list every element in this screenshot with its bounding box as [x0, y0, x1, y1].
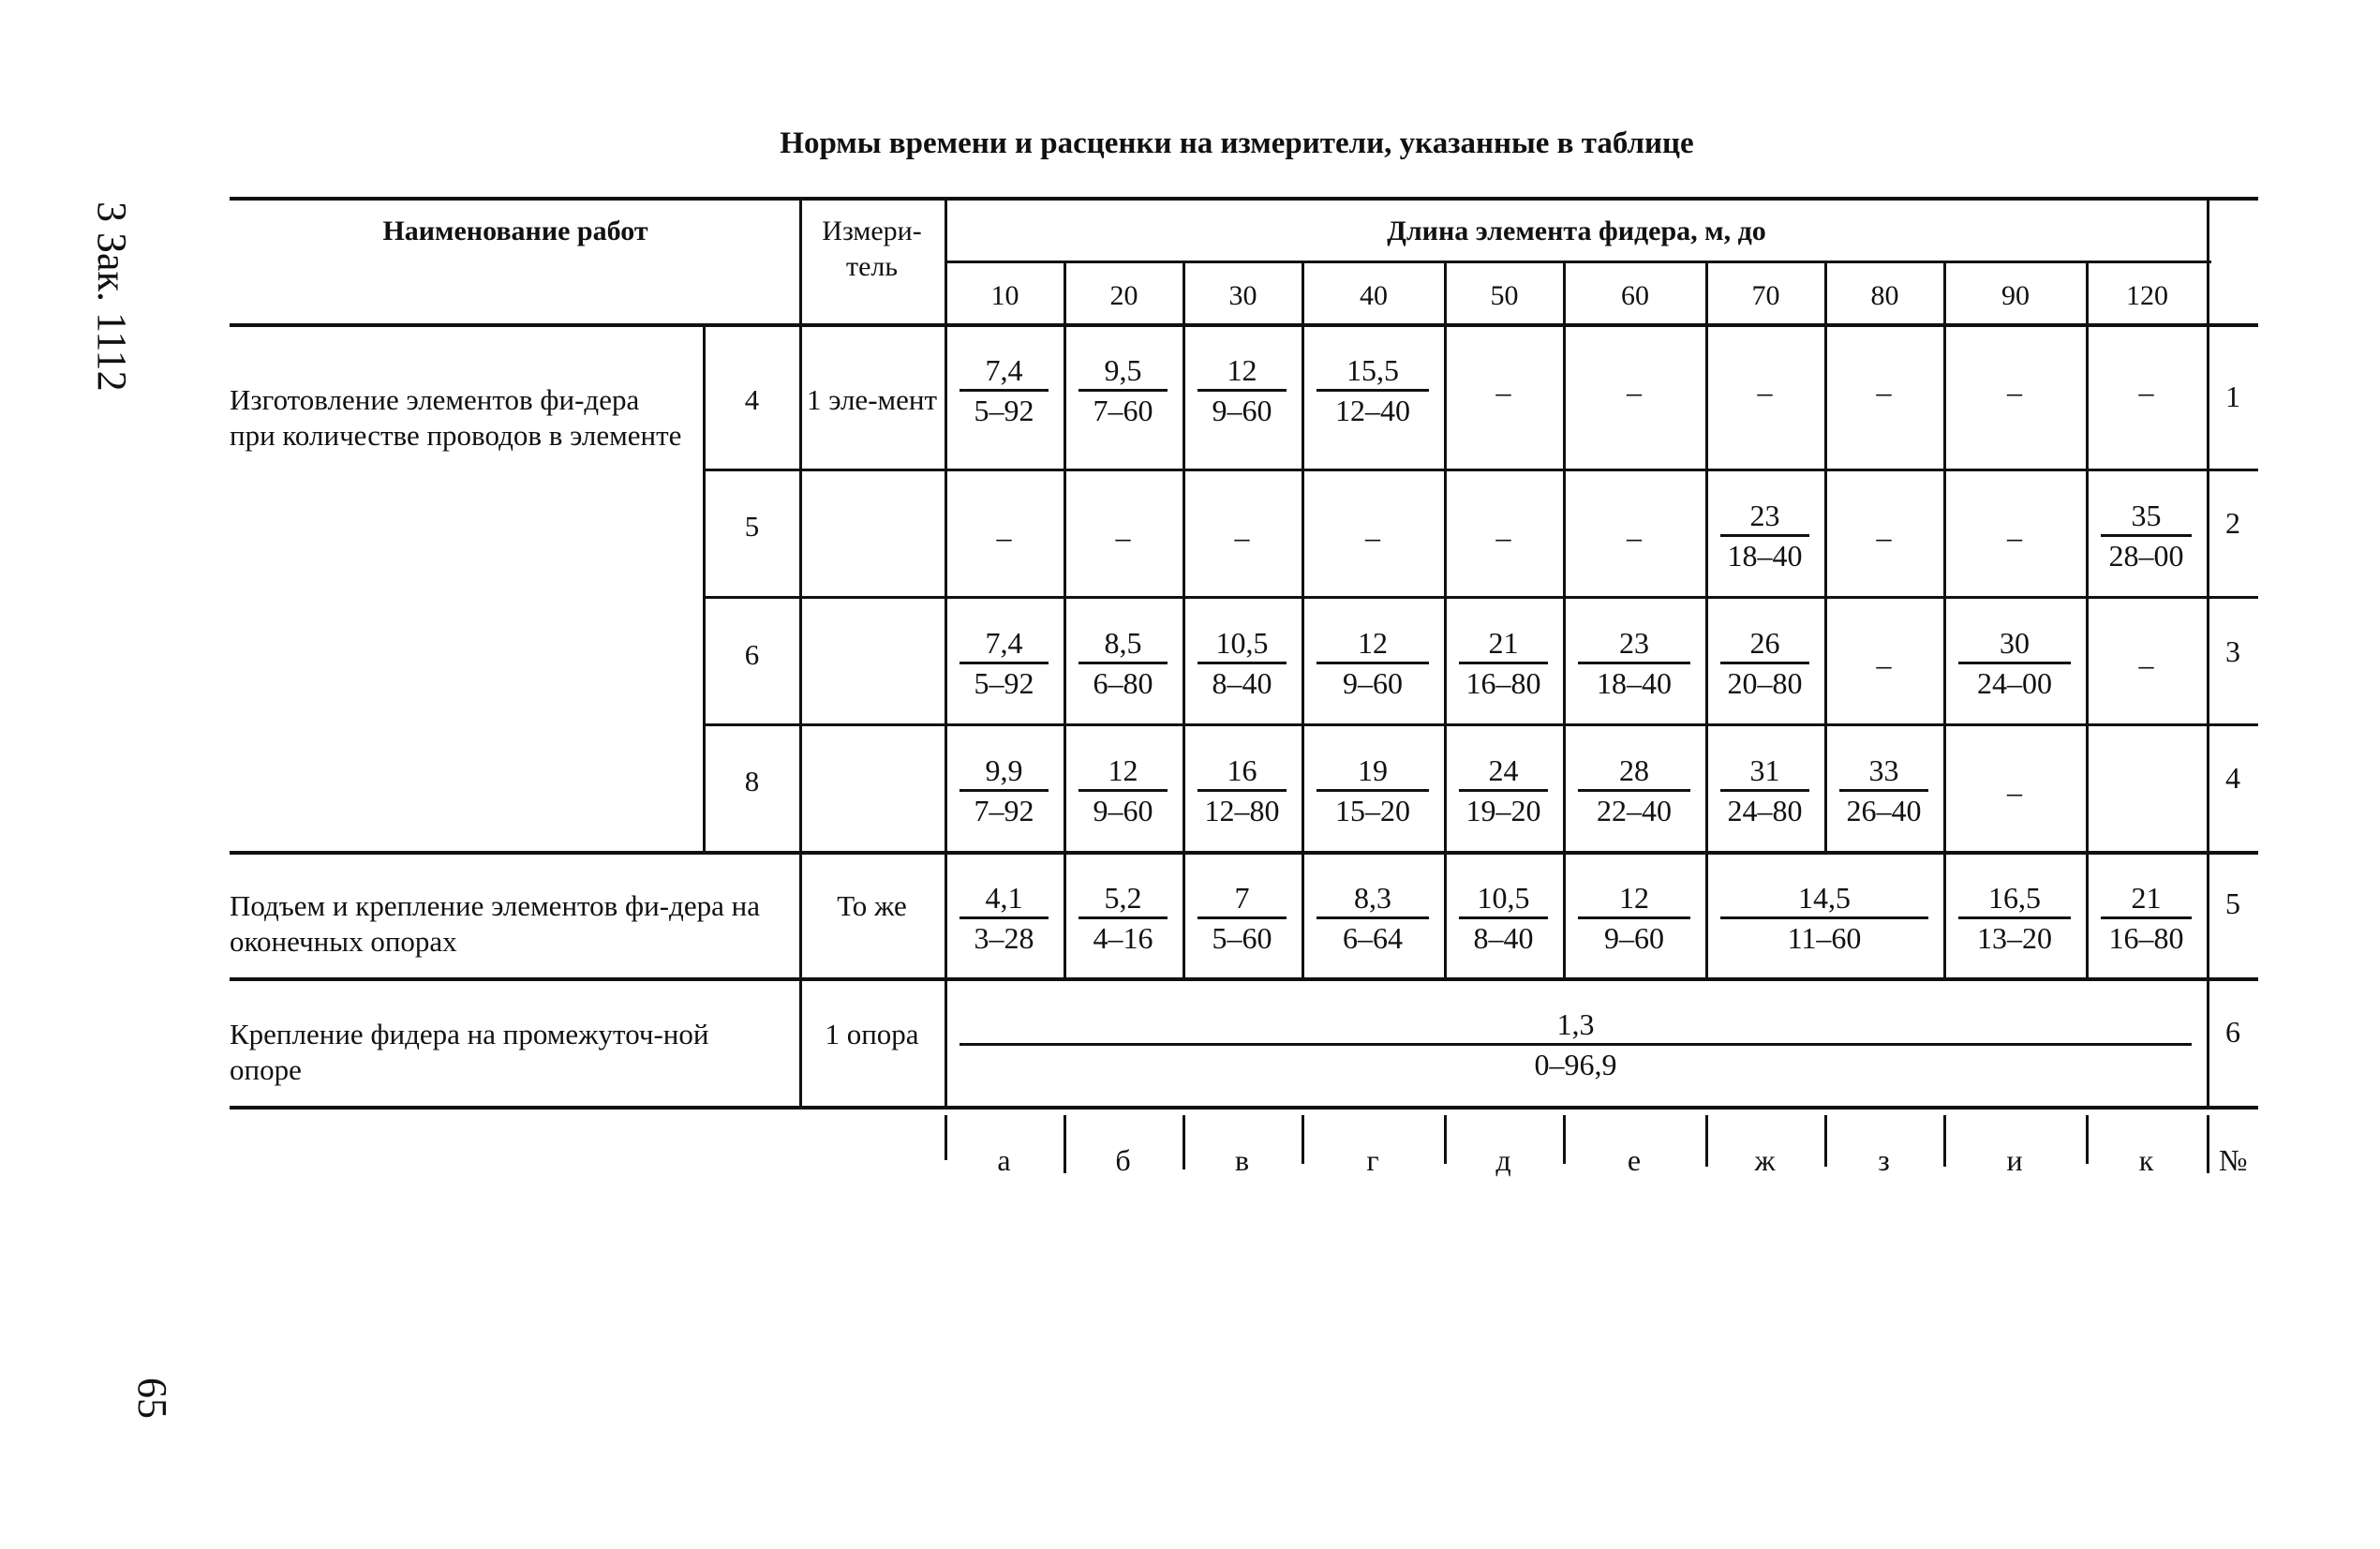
fraction-numerator: 12	[1316, 626, 1429, 664]
fraction-numerator: 5,2	[1078, 881, 1168, 919]
fraction-denominator: 7–60	[1093, 394, 1153, 427]
rule-row3	[703, 723, 2258, 726]
fraction-denominator: 5–92	[974, 394, 1034, 427]
cell-r1-c10: –	[2138, 375, 2154, 409]
fraction-numerator: 10,5	[1197, 626, 1287, 664]
cell-r3-c10: –	[2138, 648, 2154, 681]
cell-r5-5	[1453, 881, 1554, 955]
fraction-denominator: 16–80	[2108, 921, 2184, 955]
fraction-denominator: 22–40	[1597, 794, 1672, 827]
cell-r1-c8: –	[1876, 375, 1892, 409]
length-40: 40	[1360, 280, 1388, 311]
fraction-numerator: 23	[1578, 626, 1690, 664]
fraction-denominator: 20–80	[1727, 666, 1803, 700]
fraction-denominator: 26–40	[1846, 794, 1922, 827]
column-letter: к	[2138, 1143, 2154, 1177]
cell-r2-c9: –	[2007, 520, 2022, 554]
fraction-numerator: 26	[1720, 626, 1809, 664]
tick	[1444, 1115, 1447, 1164]
cell-r4-c3	[1192, 753, 1292, 827]
cell-r5-7	[1715, 881, 1934, 955]
cell-r4-c6	[1572, 753, 1696, 827]
fraction-denominator: 18–40	[1727, 539, 1803, 573]
fraction-denominator: 7–92	[974, 794, 1034, 827]
fraction-denominator: 3–28	[974, 921, 1034, 955]
fraction-numerator: 8,3	[1316, 881, 1429, 919]
page-number: 65	[129, 1378, 175, 1419]
cell-r5-4	[1311, 881, 1435, 955]
cell-r3-c8: –	[1876, 648, 1892, 681]
column-letter: и	[2006, 1143, 2023, 1177]
fraction-denominator: 12–80	[1204, 794, 1280, 827]
fraction-denominator: 18–40	[1597, 666, 1672, 700]
cell-r2-c6: –	[1627, 520, 1642, 554]
fraction-denominator: 24–80	[1727, 794, 1803, 827]
column-letter: е	[1627, 1143, 1642, 1177]
measure-element: 1 эле-мент	[806, 383, 938, 416]
cell-r2-c2: –	[1115, 520, 1131, 554]
tick	[1824, 1115, 1827, 1167]
column-letter: з	[1878, 1143, 1890, 1177]
rule-row1	[703, 469, 2258, 471]
cell-r5-6	[1572, 881, 1696, 955]
vrule-wire-count	[703, 323, 706, 851]
vrule-c6	[1705, 261, 1708, 977]
cell-r1-c9: –	[2007, 375, 2022, 409]
fraction-numerator: 33	[1839, 753, 1928, 792]
vrule-c9	[2086, 261, 2089, 977]
column-letter: б	[1115, 1143, 1131, 1177]
column-letter: а	[997, 1143, 1011, 1177]
fraction-denominator: 28–00	[2108, 539, 2184, 573]
fraction-numerator: 19	[1316, 753, 1429, 792]
length-50: 50	[1490, 280, 1519, 311]
table-title: Нормы времени и расценки на измерители, указанные в таблице	[780, 127, 1694, 160]
rule-length-header	[945, 261, 2211, 263]
fraction-denominator: 8–40	[1473, 921, 1534, 955]
length-10: 10	[990, 280, 1019, 311]
fraction-denominator: 9–60	[1212, 394, 1272, 427]
fraction-numerator: 7,4	[959, 353, 1049, 392]
row-number: 2	[2225, 506, 2240, 540]
cell-r5-9	[2095, 881, 2197, 955]
rule-row2	[703, 596, 2258, 599]
fraction-denominator: 12–40	[1335, 394, 1410, 427]
cell-r2-c4: –	[1365, 520, 1380, 554]
cell-r1-c1	[954, 353, 1054, 427]
tick	[1064, 1115, 1066, 1173]
row-number: 3	[2225, 634, 2240, 668]
cell-r1-c4	[1311, 353, 1435, 427]
fraction-numerator: 21	[2101, 881, 2192, 919]
cell-r5-8	[1953, 881, 2076, 955]
vrule-c1	[1064, 261, 1066, 977]
rule-row5	[230, 977, 2258, 981]
header-length: Длина элемента фидера, м, до	[1387, 216, 1766, 246]
fraction-denominator: 15–20	[1335, 794, 1410, 827]
cell-r3-c6	[1572, 626, 1696, 700]
fraction-denominator: 8–40	[1212, 666, 1272, 700]
fraction-numerator: 9,5	[1078, 353, 1168, 392]
fraction-numerator: 14,5	[1720, 881, 1928, 919]
rule-top	[230, 197, 2258, 201]
cell-r1-c5: –	[1495, 375, 1511, 409]
cell-r4-c7	[1715, 753, 1815, 827]
fraction-denominator: 6–64	[1343, 921, 1403, 955]
column-letter: ж	[1754, 1143, 1776, 1177]
row-number: 1	[2225, 380, 2240, 413]
wire-count-5: 5	[744, 510, 760, 543]
cell-r5-3	[1192, 881, 1292, 955]
rule-header-bottom	[230, 323, 2258, 327]
header-work-name: Наименование работ	[382, 216, 648, 246]
fraction-numerator: 12	[1578, 881, 1690, 919]
tick	[2207, 1115, 2209, 1173]
fraction-numerator: 21	[1459, 626, 1548, 664]
cell-r4-c9: –	[2007, 775, 2022, 809]
tick	[2086, 1115, 2089, 1164]
cell-r3-c7	[1715, 626, 1815, 700]
fraction-numerator: 7,4	[959, 626, 1049, 664]
fraction-denominator: 24–00	[1977, 666, 2052, 700]
row-number: 4	[2225, 761, 2240, 795]
fraction-numerator: 10,5	[1459, 881, 1548, 919]
work-name-fastening: Крепление фидера на промежуточ-ной опоре	[230, 1018, 709, 1086]
fraction-numerator: 31	[1720, 753, 1809, 792]
fraction-denominator: 9–60	[1604, 921, 1664, 955]
fraction-numerator: 28	[1578, 753, 1690, 792]
cell-r5-1	[954, 881, 1054, 955]
cell-r4-c4	[1311, 753, 1435, 827]
column-letter: г	[1366, 1143, 1379, 1177]
vrule-c7	[1824, 261, 1827, 851]
length-120: 120	[2126, 280, 2168, 311]
row-number: 6	[2225, 1015, 2240, 1049]
side-order-text: 3 Зак. 1112	[89, 201, 135, 392]
fraction-numerator: 24	[1459, 753, 1548, 792]
fraction-numerator: 12	[1078, 753, 1168, 792]
fraction-numerator: 8,5	[1078, 626, 1168, 664]
cell-r1-c3	[1192, 353, 1292, 427]
cell-r1-c7: –	[1757, 375, 1773, 409]
tick	[1183, 1115, 1185, 1169]
fraction-numerator: 1,3	[959, 1007, 2192, 1046]
fraction-numerator: 16,5	[1958, 881, 2071, 919]
fraction-numerator: 15,5	[1316, 353, 1429, 392]
header-measure: Измери-тель	[822, 216, 922, 282]
vrule-right	[2207, 197, 2209, 1106]
fraction-numerator: 35	[2101, 499, 2192, 537]
vrule-c8	[1943, 261, 1946, 977]
cell-r2-c1: –	[996, 520, 1012, 554]
rule-row4	[230, 851, 2258, 855]
fraction-denominator: 9–60	[1343, 666, 1403, 700]
fraction-numerator: 23	[1720, 499, 1809, 537]
fraction-denominator: 16–80	[1465, 666, 1541, 700]
cell-r3-c4	[1311, 626, 1435, 700]
vrule-measure-right	[945, 197, 947, 1106]
tick	[945, 1115, 947, 1160]
vrule-c5	[1563, 261, 1566, 977]
tick	[1302, 1115, 1304, 1164]
fraction-denominator: 19–20	[1465, 794, 1541, 827]
cell-r3-c3	[1192, 626, 1292, 700]
cell-r2-c10	[2095, 499, 2197, 573]
fraction-denominator: 6–80	[1093, 666, 1153, 700]
measure-support: 1 опора	[825, 1018, 919, 1050]
fraction-numerator: 4,1	[959, 881, 1049, 919]
cell-r6-merged	[954, 1007, 2197, 1081]
column-letter: д	[1495, 1143, 1511, 1177]
fraction-denominator: 5–60	[1212, 921, 1272, 955]
length-80: 80	[1870, 280, 1899, 311]
rule-row6	[230, 1106, 2258, 1110]
wire-count-4: 4	[744, 383, 760, 416]
fraction-denominator: 4–16	[1093, 921, 1153, 955]
length-70: 70	[1751, 280, 1780, 311]
cell-r3-c9	[1953, 626, 2076, 700]
row-number: 5	[2225, 886, 2240, 920]
number-sign: №	[2219, 1143, 2248, 1177]
fraction-numerator: 9,9	[959, 753, 1049, 792]
tick	[1705, 1115, 1708, 1167]
vrule-c3	[1302, 261, 1304, 977]
fraction-denominator: 11–60	[1787, 921, 1862, 955]
fraction-numerator: 12	[1197, 353, 1287, 392]
fraction-denominator: 13–20	[1977, 921, 2052, 955]
length-90: 90	[2001, 280, 2030, 311]
length-30: 30	[1228, 280, 1257, 311]
fraction-denominator: 5–92	[974, 666, 1034, 700]
cell-r4-c8	[1834, 753, 1934, 827]
tick	[1563, 1115, 1566, 1164]
cell-r2-c3: –	[1234, 520, 1250, 554]
cell-r4-c1	[954, 753, 1054, 827]
tick	[1943, 1115, 1946, 1167]
fraction-denominator: 9–60	[1093, 794, 1153, 827]
length-60: 60	[1621, 280, 1649, 311]
vrule-c4	[1444, 261, 1447, 977]
column-letter: в	[1234, 1143, 1250, 1177]
measure-same: То же	[837, 889, 907, 922]
cell-r5-2	[1073, 881, 1173, 955]
cell-r4-c2	[1073, 753, 1173, 827]
cell-r1-c2	[1073, 353, 1173, 427]
fraction-numerator: 7	[1197, 881, 1287, 919]
cell-r2-c5: –	[1495, 520, 1511, 554]
wire-count-8: 8	[744, 765, 760, 797]
cell-r2-c8: –	[1876, 520, 1892, 554]
work-name-lifting: Подъем и крепление элементов фи-дера на оконечных опорах	[230, 889, 760, 958]
fraction-denominator: 0–96,9	[1534, 1048, 1617, 1081]
wire-count-6: 6	[744, 638, 760, 671]
cell-r3-c5	[1453, 626, 1554, 700]
work-name-manufacture: Изготовление элементов фи-дера при количестве проводов в элементе	[230, 383, 682, 452]
cell-r3-c2	[1073, 626, 1173, 700]
cell-r2-c7	[1715, 499, 1815, 573]
cell-r4-c5	[1453, 753, 1554, 827]
length-20: 20	[1109, 280, 1138, 311]
fraction-numerator: 30	[1958, 626, 2071, 664]
fraction-numerator: 16	[1197, 753, 1287, 792]
cell-r1-c6: –	[1627, 375, 1642, 409]
vrule-c2	[1183, 261, 1185, 977]
cell-r3-c1	[954, 626, 1054, 700]
vrule-measure-left	[799, 197, 802, 1106]
